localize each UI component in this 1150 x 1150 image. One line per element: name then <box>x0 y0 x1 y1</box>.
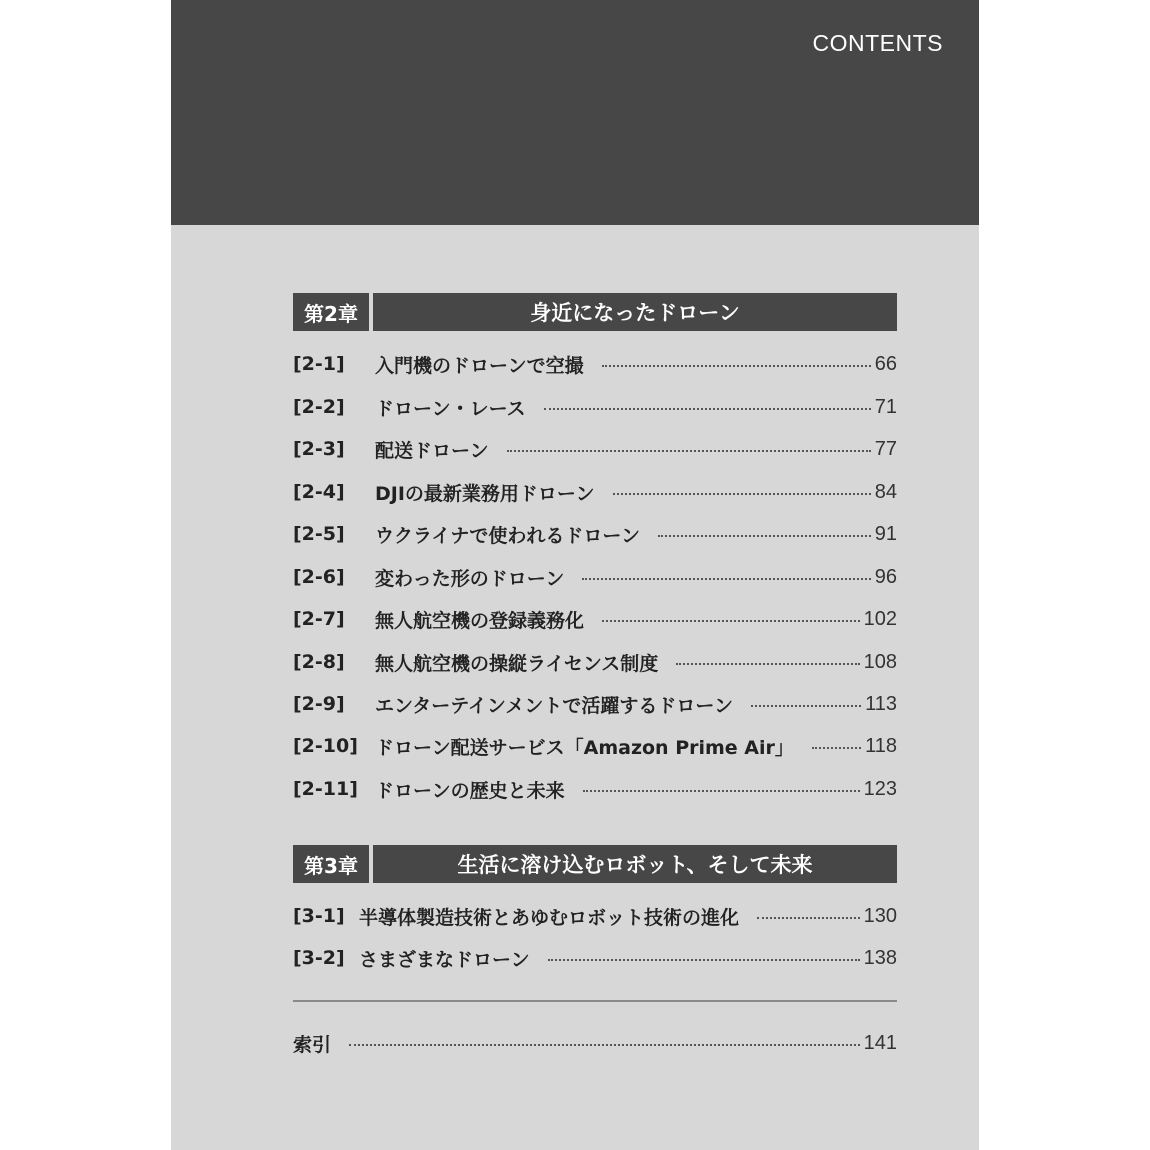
entry-page: 108 <box>863 650 897 673</box>
entry-number: [2-10] <box>293 735 358 757</box>
entry-title: 無人航空機の操縦ライセンス制度 <box>375 652 659 675</box>
chapter-title: 生活に溶け込むロボット、そして未来 <box>373 845 897 883</box>
toc-entry-2-1[interactable] <box>293 349 897 379</box>
entry-title: ドローン配送サービス「Amazon Prime Air」 <box>375 736 794 759</box>
toc-entry-2-10[interactable] <box>293 731 897 761</box>
dot-leader <box>812 747 861 749</box>
entry-page: 118 <box>865 734 897 757</box>
dot-leader <box>602 620 860 622</box>
entry-title: ドローン・レース <box>375 397 526 420</box>
header-title: CONTENTS <box>812 30 943 56</box>
entry-number: [2-11] <box>293 778 358 800</box>
entry-page: 66 <box>874 352 897 375</box>
entry-number: [2-2] <box>293 396 345 418</box>
entry-page: 71 <box>874 395 897 418</box>
dot-leader <box>582 578 870 580</box>
chapter-number: 第3章 <box>293 845 369 883</box>
index-label: 索引 <box>293 1033 332 1056</box>
dot-leader <box>676 663 859 665</box>
entry-number: [3-1] <box>293 905 345 927</box>
chapter-number: 第2章 <box>293 293 369 331</box>
entry-title: ドローンの歴史と未来 <box>375 779 565 802</box>
toc-entry-2-4[interactable] <box>293 477 897 507</box>
contents-page <box>171 0 979 1150</box>
dot-leader <box>507 450 871 452</box>
dot-leader <box>602 365 871 367</box>
entry-number: [2-4] <box>293 481 345 503</box>
entry-page: 141 <box>863 1031 897 1054</box>
entry-number: [2-6] <box>293 566 345 588</box>
entry-page: 91 <box>874 522 897 545</box>
entry-title: 変わった形のドローン <box>375 567 565 590</box>
entry-title: 無人航空機の登録義務化 <box>375 609 585 632</box>
entry-title: ウクライナで使われるドローン <box>375 524 641 547</box>
entry-title: 半導体製造技術とあゆむロボット技術の進化 <box>359 906 740 929</box>
chapter-3-heading <box>293 845 897 883</box>
section-divider <box>293 1000 897 1002</box>
entry-title: エンターテインメントで活躍するドローン <box>375 694 733 717</box>
entry-page: 123 <box>863 777 897 800</box>
entry-number: [3-2] <box>293 947 345 969</box>
dot-leader <box>583 790 860 792</box>
dot-leader <box>751 705 861 707</box>
entry-title: 入門機のドローンで空撮 <box>375 354 584 377</box>
entry-page: 138 <box>863 946 897 969</box>
entry-number: [2-8] <box>293 651 345 673</box>
toc-entry-3-1[interactable] <box>293 901 897 931</box>
toc-entry-2-6[interactable] <box>293 562 897 592</box>
chapter-2-heading <box>293 293 897 331</box>
toc-entry-2-9[interactable] <box>293 689 897 719</box>
toc-entry-2-5[interactable] <box>293 519 897 549</box>
dot-leader <box>658 535 871 537</box>
toc-entry-2-2[interactable] <box>293 392 897 422</box>
entry-page: 84 <box>874 480 897 503</box>
toc-entry-2-11[interactable] <box>293 774 897 804</box>
toc-entry-index[interactable] <box>293 1028 897 1058</box>
toc-entry-3-2[interactable] <box>293 943 897 973</box>
entry-title: 配送ドローン <box>375 439 489 462</box>
entry-number: [2-1] <box>293 353 345 375</box>
entry-page: 130 <box>863 904 897 927</box>
entry-title: さまざまなドローン <box>359 948 530 971</box>
entry-number: [2-9] <box>293 693 345 715</box>
entry-number: [2-5] <box>293 523 345 545</box>
toc-entry-2-3[interactable] <box>293 434 897 464</box>
dot-leader <box>349 1044 860 1046</box>
toc-entry-2-8[interactable] <box>293 647 897 677</box>
entry-page: 102 <box>863 607 897 630</box>
dot-leader <box>548 959 860 961</box>
dot-leader <box>544 408 871 410</box>
chapter-title: 身近になったドローン <box>373 293 897 331</box>
entry-number: [2-7] <box>293 608 345 630</box>
dot-leader <box>613 493 871 495</box>
entry-title: DJIの最新業務用ドローン <box>375 482 595 505</box>
dot-leader <box>757 917 860 919</box>
entry-page: 96 <box>874 565 897 588</box>
entry-number: [2-3] <box>293 438 345 460</box>
entry-page: 77 <box>874 437 897 460</box>
header-band <box>171 0 979 225</box>
toc-entry-2-7[interactable] <box>293 604 897 634</box>
entry-page: 113 <box>865 692 897 715</box>
